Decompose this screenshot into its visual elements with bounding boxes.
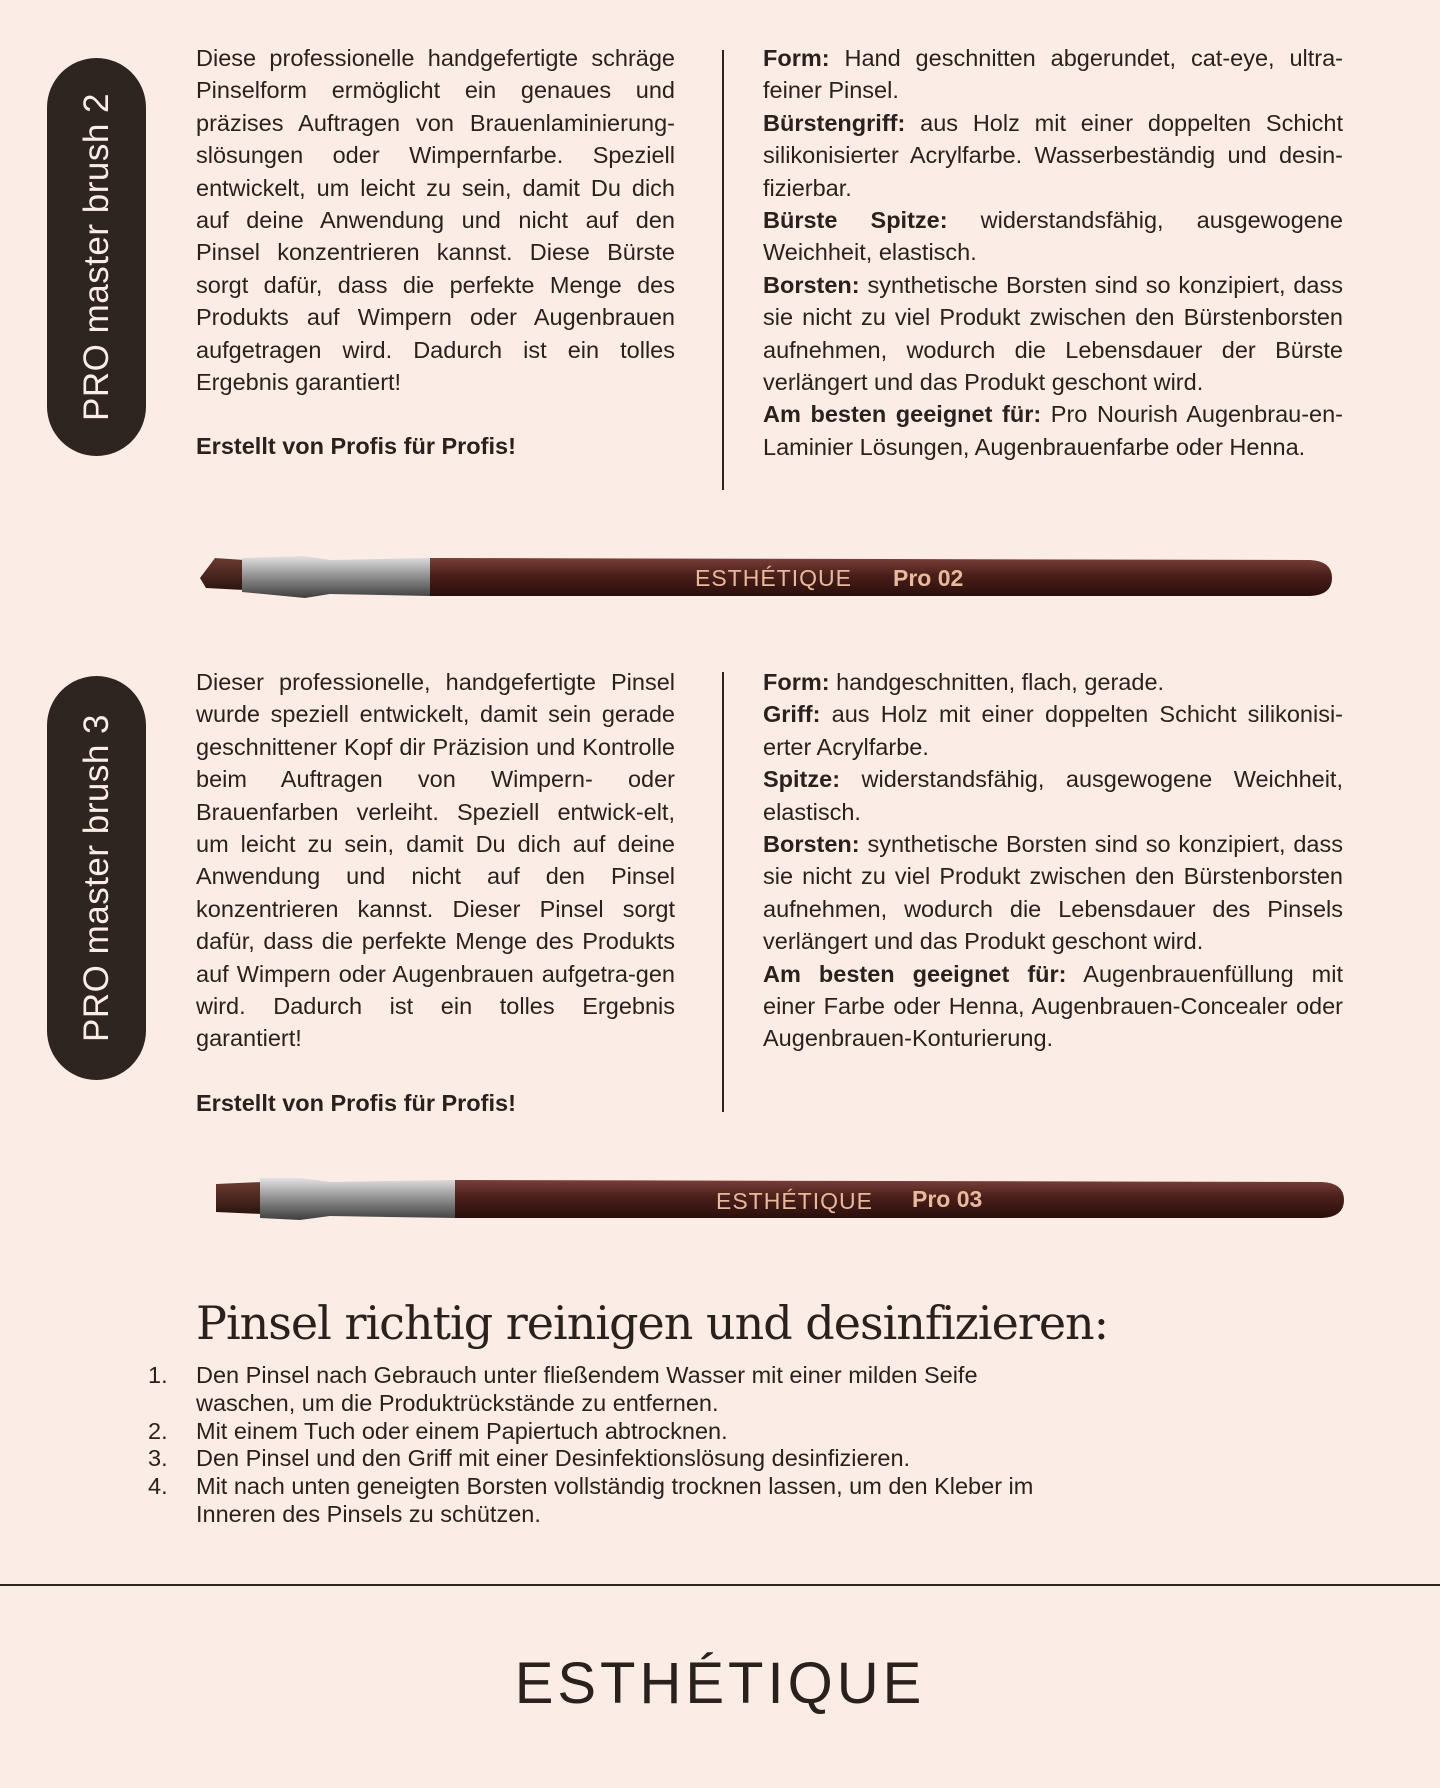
description-text: Dieser professionelle, handgefertigte Pinsel wurde speziell entwickelt, damit sein gerade geschnittener Kopf dir Präzision und Kontrolle beim Auftragen von Wimpern- oder Brauenfarben verleiht. Speziell entwick-elt, um leicht zu sein, damit Du dich auf deine Anwendung und nicht auf den Pinsel konzentrieren kannst. Dieser Pinsel sorgt dafür, dass die perfekte Menge des Produkts auf Wimpern oder Augenbrauen aufgetra-gen wird. Dadurch ist ein tolles Ergebnis garantiert! [196,669,675,1052]
brush-model-label: Pro 03 [912,1186,983,1212]
spec-tip: Bürste Spitze: widerstandsfähig, ausgewogene Weichheit, elastisch. [763,207,1343,266]
brush-brand-label: ESTHÉTIQUE [695,565,852,591]
list-item: 2. Mit einem Tuch oder einem Papiertuch abtrocknen. [148,1417,728,1444]
spec-bristles: Borsten: synthetische Borsten sind so konzipiert, dass sie nicht zu viel Produkt zwischen den Bürstenborsten aufnehmen, wodurch die Lebensdauer des Pinsels verlängert und das Produkt geschont wird. [763,831,1344,955]
bristles [216,1182,262,1214]
column-divider [722,50,724,490]
section-tab-label: PRO master brush 3 [76,714,116,1042]
description-brush-3 [196,666,675,1119]
spec-best-for: Am besten geeignet für: Pro Nourish Augenbrau-en-Laminier Lösungen, Augenbrauenfarbe oder Henna. [763,401,1343,460]
cleaning-heading: Pinsel richtig reinigen und desinfizieren: [196,1296,1109,1350]
handle [455,1180,1344,1218]
handle [430,558,1332,596]
section-tab-label: PRO master brush 2 [76,93,116,421]
ferrule [260,1178,455,1220]
description-text: Diese professionelle handgefertigte schräge Pinselform ermöglicht ein genaues und präzises Auftragen von Brauenlaminierung-slösungen oder Wimpernfarbe. Speziell entwickelt, um leicht zu sein, damit Du dich auf deine Anwendung und nicht auf den Pinsel konzentrieren kannst. Diese Bürste sorgt dafür, dass die perfekte Menge des Produkts auf Wimpern oder Augenbrauen aufgetragen wird. Dadurch ist ein tolles Ergebnis garantiert! [196,45,675,396]
spec-form: Form: handgeschnitten, flach, gerade. [763,669,1165,695]
specs-brush-2 [763,42,1343,463]
bristles [200,558,244,590]
brand-logo: ESTHÉTIQUE [514,1651,926,1716]
brush-pro-03-image [0,1162,1440,1237]
brush-pro-02-image [0,540,1440,615]
description-brush-2 [196,42,675,463]
list-item: 3. Den Pinsel und den Griff mit einer Desinfektionslösung desinfizieren. [148,1445,911,1472]
column-divider [722,672,724,1112]
spec-form: Form: Hand geschnitten abgerundet, cat-eye, ultra-feiner Pinsel. [763,45,1344,104]
cleaning-steps-list [148,1362,1048,1529]
section-tab-brush-3 [47,676,146,1080]
specs-brush-3 [763,666,1343,1055]
spec-best-for: Am besten geeignet für: Augenbrauenfüllung mit einer Farbe oder Henna, Augenbrauen-Concealer oder Augenbrauen-Konturierung. [763,960,1344,1052]
tagline: Erstellt von Profis für Profis! [196,433,516,460]
spec-handle: Griff: aus Holz mit einer doppelten Schicht silikonisi-erter Acrylfarbe. [763,701,1344,760]
list-item: 1. Den Pinsel nach Gebrauch unter fließendem Wasser mit einer milden Seife waschen, um die Produktrückstände zu entfernen. [148,1362,978,1416]
spec-tip: Spitze: widerstandsfähig, ausgewogene Weichheit, elastisch. [763,766,1343,825]
list-item: 4. Mit nach unten geneigten Borsten vollständig trocknen lassen, um den Kleber im Inneren des Pinsels zu schützen. [148,1473,1034,1527]
spec-handle: Bürstengriff: aus Holz mit einer doppelten Schicht silikonisierter Acrylfarbe. Wasserbeständig und desin-fizierbar. [763,109,1343,201]
tagline: Erstellt von Profis für Profis! [196,1089,516,1116]
footer-divider [0,1584,1440,1586]
brush-brand-label: ESTHÉTIQUE [716,1188,873,1214]
spec-bristles: Borsten: synthetische Borsten sind so konzipiert, dass sie nicht zu viel Produkt zwischen den Bürstenborsten aufnehmen, wodurch die Lebensdauer der Bürste verlängert und das Produkt geschont wird. [763,271,1344,396]
brush-model-label: Pro 02 [893,565,964,591]
ferrule [242,556,430,598]
section-tab-brush-2 [47,58,146,456]
